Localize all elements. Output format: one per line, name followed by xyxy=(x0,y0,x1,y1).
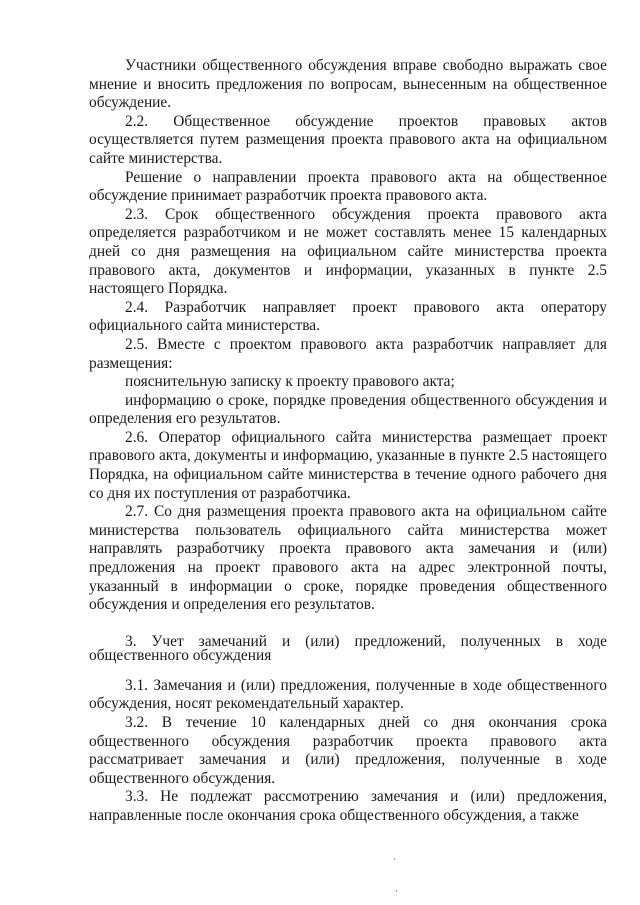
paragraph-2-5: 2.5. Вместе с проектом правового акта разработчик направляет для размещения: xyxy=(89,335,607,372)
paragraph-intro: Участники общественного обсуждения вправе свободно выражать свое мнение и вносить предложения по вопросам, вынесенным на общественное обсуждение. xyxy=(89,57,607,112)
paragraph-2-6: 2.6. Оператор официального сайта министерства размещает проект правового акта, документы и информацию, указанные в пункте 2.5 настоящего Порядка, на официальном сайте министерства в течение одного рабочего дня со дня их поступления от разработчика. xyxy=(89,428,607,502)
paragraph-3-1: 3.1. Замечания и (или) предложения, полученные в ходе общественного обсуждения, носят рекомендательный характер. xyxy=(89,676,607,713)
paragraph-2-2-decision: Решение о направлении проекта правового акта на общественное обсуждение принимает разработчик проекта правового акта. xyxy=(89,168,607,205)
scan-speck xyxy=(394,858,395,860)
paragraph-2-3: 2.3. Срок общественного обсуждения проекта правового акта определяется разработчиком и не может составлять менее 15 календарных дней со дня размещения на официальном сайте министерства проекта правового акта, документов и информации, указанных в пункте 2.5 настоящего Порядка. xyxy=(89,205,607,298)
paragraph-3-3: 3.3. Не подлежат рассмотрению замечания и (или) предложения, направленные после окончания срока общественного обсуждения, а также xyxy=(89,788,607,824)
paragraph-3-2: 3.2. В течение 10 календарных дней со дня окончания срока общественного обсуждения разработчик проекта правового акта рассматривает замечания и (или) предложения, полученные в ходе общественного обсуждения. xyxy=(89,714,607,787)
paragraph-2-2: 2.2. Общественное обсуждение проектов правовых актов осуществляется путем размещения проекта правового акта на официальном сайте министерства. xyxy=(89,112,607,167)
paragraph-2-7: 2.7. Со дня размещения проекта правового акта на официальном сайте министерства пользователь официального сайта министерства может направлять разработчику проекта правового акта замечания и (или) предложения на проект правового акта на адрес электронной почты, указанный в информации о сроке, порядке проведения общественного обсуждения и определения его результатов. xyxy=(89,503,607,614)
scan-speck xyxy=(396,890,397,892)
paragraph-2-5-item-info: информацию о сроке, порядке проведения общественного обсуждения и определения его результатов. xyxy=(89,391,607,428)
document-body xyxy=(89,57,607,826)
section-3-heading: 3. Учет замечаний и (или) предложений, полученных в ходе общественного обсуждения xyxy=(89,632,607,664)
paragraph-2-4: 2.4. Разработчик направляет проект правового акта оператору официального сайта министерства. xyxy=(89,298,607,335)
paragraph-2-5-item-note: пояснительную записку к проекту правового акта; xyxy=(125,373,455,391)
